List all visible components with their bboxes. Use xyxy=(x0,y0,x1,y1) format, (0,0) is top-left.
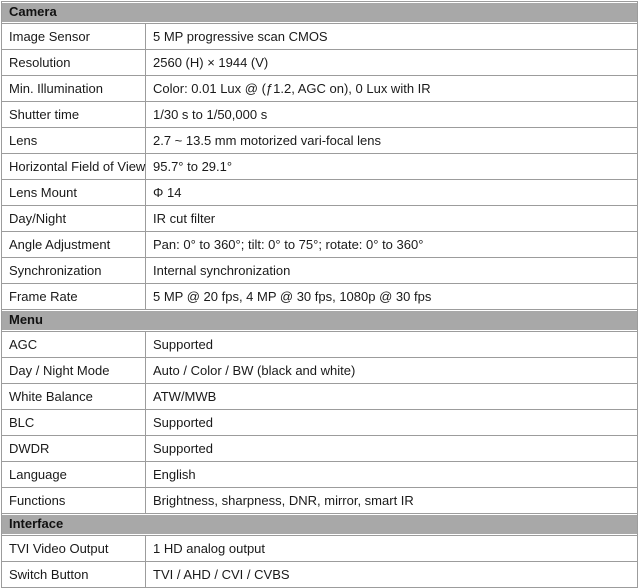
spec-row xyxy=(2,232,638,258)
section-title: Interface xyxy=(2,515,637,534)
section-header-cell xyxy=(2,514,638,536)
spec-label: AGC xyxy=(2,332,146,358)
spec-label: Lens xyxy=(2,128,146,154)
spec-value: English xyxy=(146,462,638,488)
spec-value: Supported xyxy=(146,410,638,436)
spec-label: BLC xyxy=(2,410,146,436)
spec-value: 1/30 s to 1/50,000 s xyxy=(146,102,638,128)
spec-row xyxy=(2,436,638,462)
spec-row xyxy=(2,102,638,128)
section-header-cell xyxy=(2,2,638,24)
spec-value: Brightness, sharpness, DNR, mirror, smart IR xyxy=(146,488,638,514)
spec-value: 2.7 ~ 13.5 mm motorized vari-focal lens xyxy=(146,128,638,154)
section-header-row xyxy=(2,2,638,24)
spec-value: Φ 14 xyxy=(146,180,638,206)
spec-row xyxy=(2,180,638,206)
spec-value: 5 MP @ 20 fps, 4 MP @ 30 fps, 1080p @ 30 fps xyxy=(146,284,638,310)
section-title: Menu xyxy=(2,311,637,330)
spec-label: Switch Button xyxy=(2,562,146,588)
spec-row xyxy=(2,24,638,50)
spec-row xyxy=(2,332,638,358)
spec-row xyxy=(2,128,638,154)
spec-value: 95.7° to 29.1° xyxy=(146,154,638,180)
spec-row xyxy=(2,536,638,562)
spec-label: Frame Rate xyxy=(2,284,146,310)
spec-label: TVI Video Output xyxy=(2,536,146,562)
section-header-row xyxy=(2,310,638,332)
spec-row xyxy=(2,76,638,102)
spec-label: Day / Night Mode xyxy=(2,358,146,384)
spec-row xyxy=(2,410,638,436)
spec-value: Pan: 0° to 360°; tilt: 0° to 75°; rotate: 0° to 360° xyxy=(146,232,638,258)
spec-label: Min. Illumination xyxy=(2,76,146,102)
spec-label: White Balance xyxy=(2,384,146,410)
spec-row xyxy=(2,562,638,588)
spec-label: Resolution xyxy=(2,50,146,76)
spec-value: 5 MP progressive scan CMOS xyxy=(146,24,638,50)
section-title: Camera xyxy=(2,3,637,22)
spec-label: DWDR xyxy=(2,436,146,462)
spec-table xyxy=(1,1,638,588)
spec-label: Image Sensor xyxy=(2,24,146,50)
spec-label: Angle Adjustment xyxy=(2,232,146,258)
spec-value: Supported xyxy=(146,436,638,462)
spec-label: Language xyxy=(2,462,146,488)
spec-row xyxy=(2,50,638,76)
spec-row xyxy=(2,358,638,384)
spec-value: 2560 (H) × 1944 (V) xyxy=(146,50,638,76)
spec-value: TVI / AHD / CVI / CVBS xyxy=(146,562,638,588)
spec-value: 1 HD analog output xyxy=(146,536,638,562)
spec-value: Internal synchronization xyxy=(146,258,638,284)
spec-label: Shutter time xyxy=(2,102,146,128)
spec-row xyxy=(2,488,638,514)
section-header-cell xyxy=(2,310,638,332)
spec-label: Functions xyxy=(2,488,146,514)
spec-row xyxy=(2,206,638,232)
spec-value: ATW/MWB xyxy=(146,384,638,410)
spec-value: IR cut filter xyxy=(146,206,638,232)
spec-row xyxy=(2,154,638,180)
spec-row xyxy=(2,384,638,410)
spec-value: Supported xyxy=(146,332,638,358)
spec-row xyxy=(2,258,638,284)
spec-row xyxy=(2,284,638,310)
spec-value: Color: 0.01 Lux @ (ƒ1.2, AGC on), 0 Lux with IR xyxy=(146,76,638,102)
spec-label: Day/Night xyxy=(2,206,146,232)
spec-value: Auto / Color / BW (black and white) xyxy=(146,358,638,384)
section-header-row xyxy=(2,514,638,536)
spec-label: Horizontal Field of View xyxy=(2,154,146,180)
spec-label: Synchronization xyxy=(2,258,146,284)
spec-row xyxy=(2,462,638,488)
spec-label: Lens Mount xyxy=(2,180,146,206)
